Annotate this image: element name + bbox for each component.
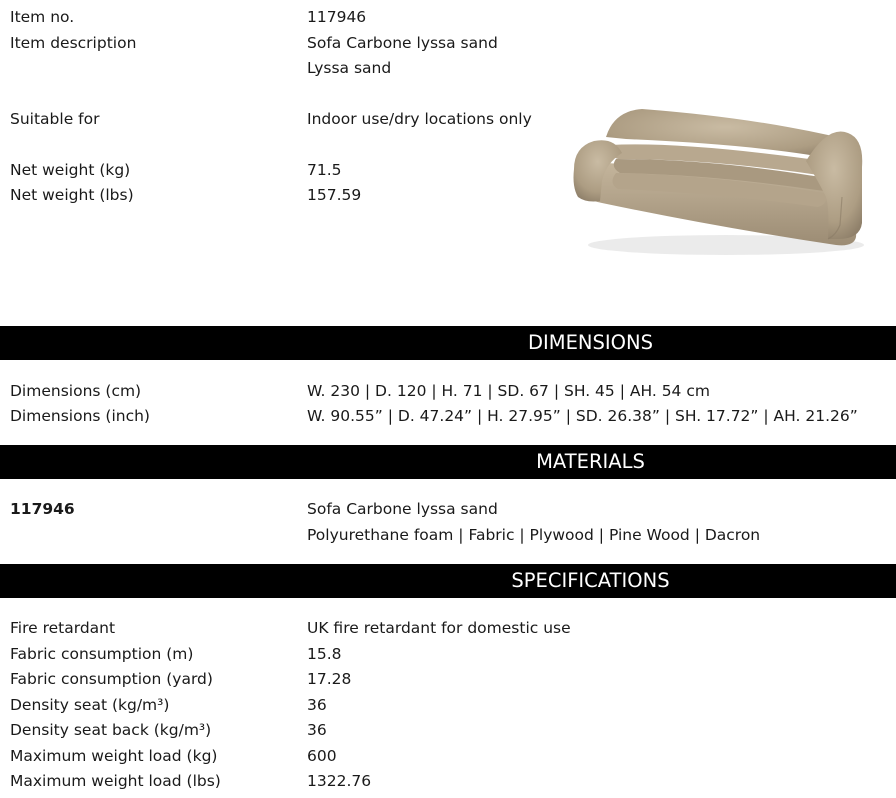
materials-row [0,496,896,522]
dimensions-inch-value: W. 90.55” | D. 47.24” | H. 27.95” | SD. 26.38” | SH. 17.72” | AH. 21.26” [307,407,858,425]
spec-value: 15.8 [307,645,342,663]
item-description-label: Item description [10,34,137,52]
spec-label: Maximum weight load (lbs) [10,772,221,790]
spec-row [0,641,896,667]
spec-value: UK fire retardant for domestic use [307,619,571,637]
info-row-item-description-2 [0,55,896,81]
materials-item-label: 117946 [10,500,75,518]
spec-label: Fabric consumption (m) [10,645,194,663]
spec-value: 1322.76 [307,772,372,790]
info-row-item-description [0,30,896,56]
dimensions-heading: DIMENSIONS [528,331,653,354]
suitable-for-label: Suitable for [10,110,100,128]
dimensions-inch-label: Dimensions (inch) [10,407,150,425]
spec-label: Density seat back (kg/m³) [10,721,212,739]
dimensions-row-cm [0,378,896,404]
dimensions-header-bar [0,326,896,360]
net-weight-lbs-value: 157.59 [307,186,362,204]
info-row-item-no [0,4,896,30]
specifications-heading: SPECIFICATIONS [511,569,670,592]
spec-row [0,692,896,718]
spec-value: 600 [307,747,337,765]
dimensions-cm-label: Dimensions (cm) [10,382,142,400]
spec-row [0,768,896,794]
spec-value: 17.28 [307,670,352,688]
spec-row [0,743,896,769]
materials-heading: MATERIALS [536,450,645,473]
materials-header-bar [0,445,896,479]
spec-label: Density seat (kg/m³) [10,696,170,714]
dimensions-row-inch [0,403,896,429]
spec-label: Fabric consumption (yard) [10,670,213,688]
spec-row [0,717,896,743]
materials-row-2 [0,522,896,548]
spec-row [0,666,896,692]
spec-value: 36 [307,696,327,714]
item-no-value: 117946 [307,8,367,26]
item-description-value: Sofa Carbone lyssa sand [307,34,498,52]
dimensions-cm-value: W. 230 | D. 120 | H. 71 | SD. 67 | SH. 45 | AH. 54 cm [307,382,710,400]
item-description-value-2: Lyssa sand [307,59,392,77]
spec-label: Maximum weight load (kg) [10,747,218,765]
materials-list-value: Polyurethane foam | Fabric | Plywood | Pine Wood | Dacron [307,526,761,544]
spec-value: 36 [307,721,327,739]
net-weight-kg-label: Net weight (kg) [10,161,131,179]
net-weight-lbs-label: Net weight (lbs) [10,186,134,204]
suitable-for-value: Indoor use/dry locations only [307,110,532,128]
materials-item-value: Sofa Carbone lyssa sand [307,500,498,518]
sofa-image [566,97,870,262]
item-no-label: Item no. [10,8,75,26]
spec-label: Fire retardant [10,619,116,637]
spec-row [0,615,896,641]
specifications-header-bar [0,564,896,598]
net-weight-kg-value: 71.5 [307,161,342,179]
